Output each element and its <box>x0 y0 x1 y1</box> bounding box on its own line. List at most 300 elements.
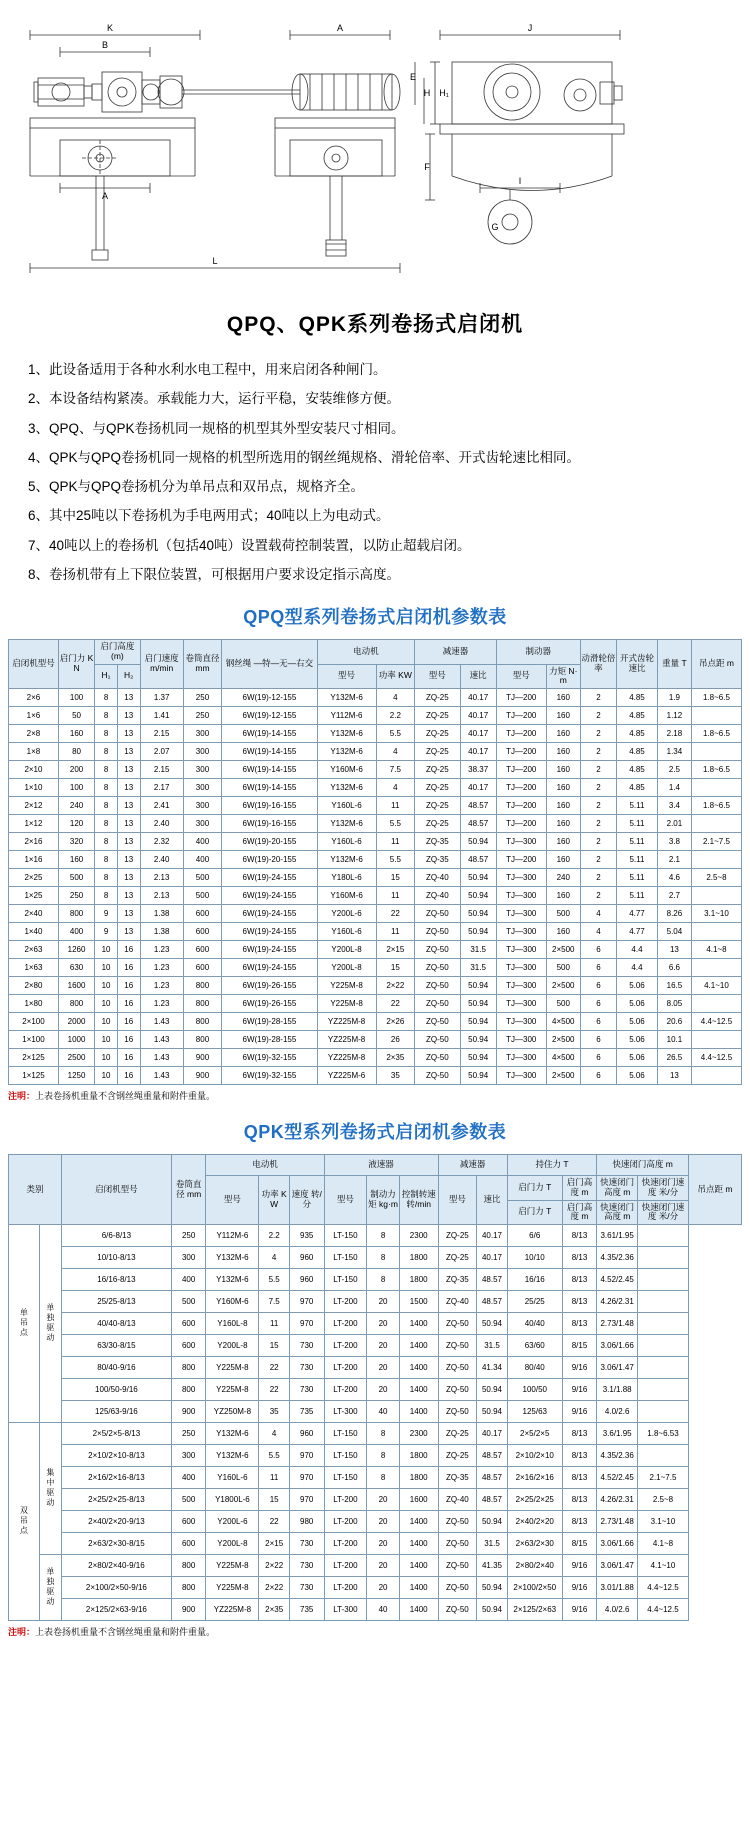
table-cell: 4×500 <box>546 1049 580 1067</box>
table-cell: 3.06/1.47 <box>597 1555 638 1577</box>
table-cell: 6 <box>580 1049 616 1067</box>
table-cell: ZQ-25 <box>415 761 460 779</box>
table-cell: 1×16 <box>9 851 59 869</box>
table-cell: 10.1 <box>657 1031 691 1049</box>
footnote-prefix: 注明： <box>8 1091 36 1102</box>
table-cell: 38.37 <box>460 761 496 779</box>
table-cell: 13 <box>657 941 691 959</box>
table-cell: 22 <box>376 995 415 1013</box>
table-cell: 160 <box>546 743 580 761</box>
table-cell: YZ250M-8 <box>206 1401 259 1423</box>
table-cell: ZQ-40 <box>415 887 460 905</box>
table-cell: 900 <box>171 1401 206 1423</box>
table-cell: 500 <box>58 869 94 887</box>
table-cell: LT-150 <box>324 1247 367 1269</box>
table-cell: 8 <box>95 797 118 815</box>
table-cell: TJ—300 <box>496 941 546 959</box>
table-cell: 2×25/2×25-8/13 <box>61 1489 171 1511</box>
table-cell: 20 <box>367 1533 400 1555</box>
table-cell: 8/13 <box>562 1423 597 1445</box>
table-cell: 2 <box>580 761 616 779</box>
table-cell: 4.85 <box>617 689 658 707</box>
table-row <box>9 1049 742 1067</box>
table-cell: 960 <box>289 1423 324 1445</box>
table-cell: 1260 <box>58 941 94 959</box>
table-row <box>9 1577 742 1599</box>
table-cell: 160 <box>546 851 580 869</box>
table-cell: 2×100/2×50-9/16 <box>61 1577 171 1599</box>
table-row <box>9 1269 742 1291</box>
table-cell: 2×63 <box>9 941 59 959</box>
table-row <box>9 977 742 995</box>
table-cell: Y1800L-6 <box>206 1489 259 1511</box>
table-cell: 1.23 <box>140 959 183 977</box>
table-cell: 160 <box>546 887 580 905</box>
table-cell: ZQ-50 <box>415 959 460 977</box>
note-item: 8、卷扬机带有上下限位装置，可根据用户要求设定指示高度。 <box>28 566 401 582</box>
table-cell: Y225M-8 <box>317 977 376 995</box>
table-cell: ZQ-35 <box>438 1467 477 1489</box>
table-row <box>9 1489 742 1511</box>
table-row <box>9 707 742 725</box>
th2-reducer-ratio: 速比 <box>477 1176 508 1225</box>
table-cell: 50.94 <box>460 887 496 905</box>
table-cell: TJ—300 <box>496 869 546 887</box>
table-cell: TJ—200 <box>496 725 546 743</box>
table-cell: ZQ-40 <box>415 869 460 887</box>
table-cell: ZQ-50 <box>415 977 460 995</box>
table-cell: 1.41 <box>140 707 183 725</box>
table-cell: 25/25 <box>507 1291 562 1313</box>
table-cell: ZQ-50 <box>415 923 460 941</box>
th2-motor-model: 型号 <box>206 1176 259 1225</box>
table-cell: 8/13 <box>562 1445 597 1467</box>
table-cell: LT-150 <box>324 1225 367 1247</box>
table-cell: 4.0/2.6 <box>597 1599 638 1621</box>
table-cell: 40.17 <box>460 707 496 725</box>
table-cell: YZ225M-6 <box>317 1067 376 1085</box>
table-cell: ZQ-50 <box>438 1533 477 1555</box>
table-cell: TJ—300 <box>496 977 546 995</box>
table-cell: 40.17 <box>460 689 496 707</box>
group-single-point: 单吊点 <box>9 1225 40 1423</box>
table-cell: LT-150 <box>324 1445 367 1467</box>
table-cell: 1400 <box>399 1511 438 1533</box>
table-cell: 970 <box>289 1313 324 1335</box>
table-cell: 8/13 <box>562 1225 597 1247</box>
table-cell: 400 <box>171 1467 206 1489</box>
table-cell: ZQ-50 <box>438 1511 477 1533</box>
table-cell: 48.57 <box>460 815 496 833</box>
table-cell: 2×22 <box>259 1577 290 1599</box>
table-cell: 160 <box>58 725 94 743</box>
table-cell: 800 <box>58 905 94 923</box>
table-cell: 26.5 <box>657 1049 691 1067</box>
table-cell: Y160L-6 <box>317 923 376 941</box>
table-cell: 20 <box>367 1489 400 1511</box>
table-cell: 6W(19)-16-155 <box>222 815 317 833</box>
table-cell: 4 <box>376 743 415 761</box>
th-h1: H₁ <box>95 664 118 689</box>
table-cell: 2×63/2×30-8/15 <box>61 1533 171 1555</box>
table-cell: 2×100/2×50 <box>507 1577 562 1599</box>
table-cell: 5.11 <box>617 851 658 869</box>
table-cell: 730 <box>289 1577 324 1599</box>
table-cell: ZQ-35 <box>438 1269 477 1291</box>
table-row <box>9 905 742 923</box>
table-cell: ZQ-50 <box>438 1577 477 1599</box>
table-cell: 1.4 <box>657 779 691 797</box>
table-cell: 2.2 <box>376 707 415 725</box>
table-cell: 22 <box>259 1511 290 1533</box>
table-cell: 8/15 <box>562 1533 597 1555</box>
table-cell: LT-150 <box>324 1269 367 1291</box>
table-cell: Y225M-8 <box>206 1357 259 1379</box>
table-cell: 100/50-9/16 <box>61 1379 171 1401</box>
table-cell: 80/40 <box>507 1357 562 1379</box>
table-cell: 730 <box>289 1357 324 1379</box>
th2-category: 类别 <box>9 1155 62 1225</box>
table-cell: 40.17 <box>460 725 496 743</box>
table-cell: 4.4~12.5 <box>638 1577 689 1599</box>
table-cell: 600 <box>183 905 222 923</box>
table-cell: 2 <box>580 887 616 905</box>
table-row <box>9 1247 742 1269</box>
table-cell: 2×100 <box>9 1013 59 1031</box>
table-cell: 4.85 <box>617 761 658 779</box>
table-cell: 900 <box>183 1049 222 1067</box>
table-cell: 8 <box>367 1467 400 1489</box>
table-cell: 13 <box>117 851 140 869</box>
th-h2: H₂ <box>117 664 140 689</box>
th2-motor-power: 功率 KW <box>259 1176 290 1225</box>
table-cell: 4.4 <box>617 941 658 959</box>
table-cell: 5.06 <box>617 995 658 1013</box>
table-cell: 8 <box>95 833 118 851</box>
table-cell: 4.4~12.5 <box>691 1049 741 1067</box>
th-speed: 启门速度 m/min <box>140 640 183 689</box>
table-cell <box>691 959 741 977</box>
table-cell: 5.06 <box>617 1031 658 1049</box>
table-cell: 48.57 <box>477 1269 508 1291</box>
table-cell: ZQ-50 <box>438 1357 477 1379</box>
table-cell: 4.35/2.36 <box>597 1445 638 1467</box>
table-cell: 2.01 <box>657 815 691 833</box>
table-cell: 2×500 <box>546 941 580 959</box>
table-cell: 2.17 <box>140 779 183 797</box>
table-cell: 120 <box>58 815 94 833</box>
table-cell: 2×10 <box>9 761 59 779</box>
table-cell: 6W(19)-26-155 <box>222 995 317 1013</box>
table-cell: 800 <box>171 1555 206 1577</box>
table-cell: 6/6-8/13 <box>61 1225 171 1247</box>
table-cell: 160 <box>546 923 580 941</box>
table-cell: 7.5 <box>376 761 415 779</box>
table-cell: 9/16 <box>562 1357 597 1379</box>
table-cell: 320 <box>58 833 94 851</box>
table-cell: 40/40-8/13 <box>61 1313 171 1335</box>
table-cell: 2.13 <box>140 887 183 905</box>
table-cell: 10 <box>95 1049 118 1067</box>
table-cell: 5.11 <box>617 887 658 905</box>
table-cell: 10 <box>95 1067 118 1085</box>
table-cell: 2 <box>580 779 616 797</box>
table-cell: 1400 <box>399 1379 438 1401</box>
table-cell: 16 <box>117 977 140 995</box>
table-cell <box>691 815 741 833</box>
page-title: QPQ、QPK系列卷扬式启闭机 <box>226 313 524 336</box>
table-cell: 8.26 <box>657 905 691 923</box>
table-cell: 240 <box>546 869 580 887</box>
table-cell: LT-200 <box>324 1313 367 1335</box>
th-motor-power: 功率 KW <box>376 664 415 689</box>
table-cell: Y200L-8 <box>317 941 376 959</box>
table-cell: 500 <box>171 1291 206 1313</box>
th-height: 启门高度 (m) <box>95 640 140 665</box>
table-cell: 2×80/2×40-9/16 <box>61 1555 171 1577</box>
table-cell: 9/16 <box>562 1599 597 1621</box>
table-cell: TJ—300 <box>496 905 546 923</box>
table-cell: 50.94 <box>460 977 496 995</box>
table-cell: 2×35 <box>259 1599 290 1621</box>
table-cell: ZQ-50 <box>415 1067 460 1085</box>
table-cell: 1×100 <box>9 1031 59 1049</box>
table-cell: 40.17 <box>477 1225 508 1247</box>
table-cell: 6W(19)-26-155 <box>222 977 317 995</box>
table-cell: TJ—200 <box>496 851 546 869</box>
table-cell: 2×15 <box>376 941 415 959</box>
table-cell: 6W(19)-32-155 <box>222 1049 317 1067</box>
subgroup-single-drive: 单独驱动 <box>39 1555 61 1621</box>
table1-title: QPQ型系列卷扬式启闭机参数表 <box>243 607 507 627</box>
table-cell: 4 <box>580 923 616 941</box>
table-cell: 1000 <box>58 1031 94 1049</box>
table-cell: ZQ-25 <box>415 707 460 725</box>
table-row <box>9 1335 742 1357</box>
table2-title: QPK型系列卷扬式启闭机参数表 <box>243 1122 507 1143</box>
table-cell: 13 <box>657 1067 691 1085</box>
table-cell: Y200L-6 <box>317 905 376 923</box>
table-cell: 2 <box>580 869 616 887</box>
table-cell: 100 <box>58 779 94 797</box>
table-row <box>9 959 742 977</box>
table-cell: 6W(19)-12-155 <box>222 707 317 725</box>
table-row <box>9 1533 742 1555</box>
table-cell: 4.4~12.5 <box>638 1599 689 1621</box>
table-cell: 2 <box>580 689 616 707</box>
table-cell: 6W(19)-24-155 <box>222 869 317 887</box>
table1-footnote <box>8 1089 750 1102</box>
table-cell: 11 <box>376 833 415 851</box>
table-cell: 7.5 <box>259 1291 290 1313</box>
table-row <box>9 1599 742 1621</box>
th2-fast-speed: 快速闭门速度 米/分 <box>638 1176 689 1201</box>
table-cell: 8/13 <box>562 1291 597 1313</box>
table-cell: 50.94 <box>460 1031 496 1049</box>
table-cell: 2×40/2×20 <box>507 1511 562 1533</box>
table-cell: ZQ-50 <box>438 1379 477 1401</box>
table-cell: 13 <box>117 833 140 851</box>
table-cell: 22 <box>259 1379 290 1401</box>
table-cell: 2500 <box>58 1049 94 1067</box>
table-cell: 300 <box>183 761 222 779</box>
table-cell: 2.2 <box>259 1225 290 1247</box>
th2-open-height-2: 启门高度 m <box>562 1200 597 1225</box>
table-cell: 2×80/2×40 <box>507 1555 562 1577</box>
table-cell: 5.06 <box>617 1013 658 1031</box>
table-cell: 2.32 <box>140 833 183 851</box>
th-reducer: 减速器 <box>415 640 497 665</box>
table-cell: 40/40 <box>507 1313 562 1335</box>
table-cell: Y132M-6 <box>317 689 376 707</box>
table-cell: Y160M-6 <box>317 887 376 905</box>
table-cell: 1400 <box>399 1335 438 1357</box>
table-cell: Y132M-6 <box>317 743 376 761</box>
table-cell: 3.8 <box>657 833 691 851</box>
table-cell: ZQ-25 <box>438 1423 477 1445</box>
table-cell: 800 <box>171 1357 206 1379</box>
table-cell: ZQ-50 <box>415 995 460 1013</box>
table-cell: 13 <box>117 923 140 941</box>
table-cell: 16 <box>117 941 140 959</box>
table-cell: 4 <box>580 905 616 923</box>
table-cell: LT-200 <box>324 1357 367 1379</box>
table-cell: 300 <box>183 815 222 833</box>
table-cell: YZ225M-8 <box>317 1049 376 1067</box>
table-row <box>9 1467 742 1489</box>
table-cell: Y160L-6 <box>206 1467 259 1489</box>
table-cell: TJ—300 <box>496 887 546 905</box>
table-cell: 800 <box>183 977 222 995</box>
table-cell <box>638 1357 689 1379</box>
table-cell: 5.5 <box>376 851 415 869</box>
th-motor-model: 型号 <box>317 664 376 689</box>
table-cell: 8/15 <box>562 1335 597 1357</box>
th2-reducer-model: 型号 <box>438 1176 477 1225</box>
table-cell: ZQ-50 <box>438 1599 477 1621</box>
table-cell: 5.5 <box>376 725 415 743</box>
table-cell: 8 <box>95 869 118 887</box>
table-cell: Y225M-8 <box>206 1577 259 1599</box>
table-cell: ZQ-35 <box>415 851 460 869</box>
table-cell: 9/16 <box>562 1379 597 1401</box>
table-cell: 1.8~6.5 <box>691 761 741 779</box>
table-cell: 20 <box>367 1555 400 1577</box>
table-cell <box>638 1335 689 1357</box>
table-cell: 125/63-9/16 <box>61 1401 171 1423</box>
th2-fast-speed-2: 快速闭门速度 米/分 <box>638 1200 689 1225</box>
table-cell: 22 <box>376 905 415 923</box>
table-cell: 900 <box>171 1599 206 1621</box>
table-cell: 5.04 <box>657 923 691 941</box>
table-cell: 16 <box>117 959 140 977</box>
table-cell: Y132M-6 <box>206 1247 259 1269</box>
table-cell: 13 <box>117 689 140 707</box>
table-cell <box>638 1445 689 1467</box>
table-cell: ZQ-50 <box>438 1335 477 1357</box>
table-cell <box>638 1269 689 1291</box>
table-cell: 160 <box>546 815 580 833</box>
footnote-text: 上表卷扬机重量不含钢丝绳重量和附件重量。 <box>35 1627 216 1638</box>
table-cell: Y225M-8 <box>206 1555 259 1577</box>
table-cell: 735 <box>289 1599 324 1621</box>
table-cell: 300 <box>171 1445 206 1467</box>
th-reducer-model: 型号 <box>415 664 460 689</box>
table-cell: 6W(19)-12-155 <box>222 689 317 707</box>
table-cell: 2.1 <box>657 851 691 869</box>
table-cell: TJ—200 <box>496 779 546 797</box>
th-force: 启门力 KN <box>58 640 94 689</box>
table-cell: 20 <box>367 1511 400 1533</box>
table-cell: 48.57 <box>477 1445 508 1467</box>
table-cell: 250 <box>183 707 222 725</box>
svg-text:B: B <box>101 40 109 50</box>
table-cell: 8 <box>367 1269 400 1291</box>
table-cell: 160 <box>546 761 580 779</box>
table-cell: 2×12 <box>9 797 59 815</box>
table-cell: 6W(19)-14-155 <box>222 725 317 743</box>
table-row <box>9 725 742 743</box>
table-cell: 6W(19)-32-155 <box>222 1067 317 1085</box>
table-row <box>9 1555 742 1577</box>
table-cell: 50.94 <box>460 1049 496 1067</box>
table-cell: 1.8~6.5 <box>691 725 741 743</box>
table-cell: 4.77 <box>617 905 658 923</box>
table-cell: 4.77 <box>617 923 658 941</box>
table-cell: 20 <box>367 1313 400 1335</box>
table-cell: ZQ-40 <box>438 1489 477 1511</box>
table-cell: Y112M-6 <box>317 707 376 725</box>
table-cell: 11 <box>376 797 415 815</box>
table-cell: 1×80 <box>9 995 59 1013</box>
table-cell: LT-200 <box>324 1577 367 1599</box>
th-brake-torque: 力矩 N·m <box>546 664 580 689</box>
table-cell: ZQ-25 <box>438 1247 477 1269</box>
table-cell: 50 <box>58 707 94 725</box>
table-row <box>9 1031 742 1049</box>
table-cell: 13 <box>117 761 140 779</box>
table-cell: 800 <box>171 1379 206 1401</box>
table-cell: 10 <box>95 1013 118 1031</box>
note-item: 4、QPK与QPQ卷扬机同一规格的机型所选用的钢丝绳规格、滑轮倍率、开式齿轮速比相同。 <box>28 449 581 465</box>
svg-text:I: I <box>518 176 522 186</box>
table-cell: LT-300 <box>324 1401 367 1423</box>
table-cell: 630 <box>58 959 94 977</box>
th2-model: 启闭机型号 <box>61 1155 171 1225</box>
table-cell: 5.11 <box>617 797 658 815</box>
table-cell: 2×125/2×63-9/16 <box>61 1599 171 1621</box>
th2-open-height: 启门高度 m <box>562 1176 597 1201</box>
table-cell: 1250 <box>58 1067 94 1085</box>
table-row <box>9 761 742 779</box>
table-cell: 2300 <box>399 1423 438 1445</box>
table-cell: 22 <box>259 1357 290 1379</box>
table-cell: 4 <box>259 1247 290 1269</box>
table-cell: 2.40 <box>140 851 183 869</box>
table-cell: 6/6 <box>507 1225 562 1247</box>
table-cell: TJ—200 <box>496 707 546 725</box>
table-cell: 41.34 <box>477 1357 508 1379</box>
table-cell: Y132M-6 <box>206 1423 259 1445</box>
table-cell: 2300 <box>399 1225 438 1247</box>
th-span: 吊点距 m <box>691 640 741 689</box>
table-cell: 1.8~6.5 <box>691 689 741 707</box>
table-cell: TJ—300 <box>496 833 546 851</box>
table-cell: 2×5/2×5-8/13 <box>61 1423 171 1445</box>
table-cell: 31.5 <box>477 1533 508 1555</box>
qpq-parameter-table <box>8 639 742 1085</box>
table-cell: 730 <box>289 1379 324 1401</box>
